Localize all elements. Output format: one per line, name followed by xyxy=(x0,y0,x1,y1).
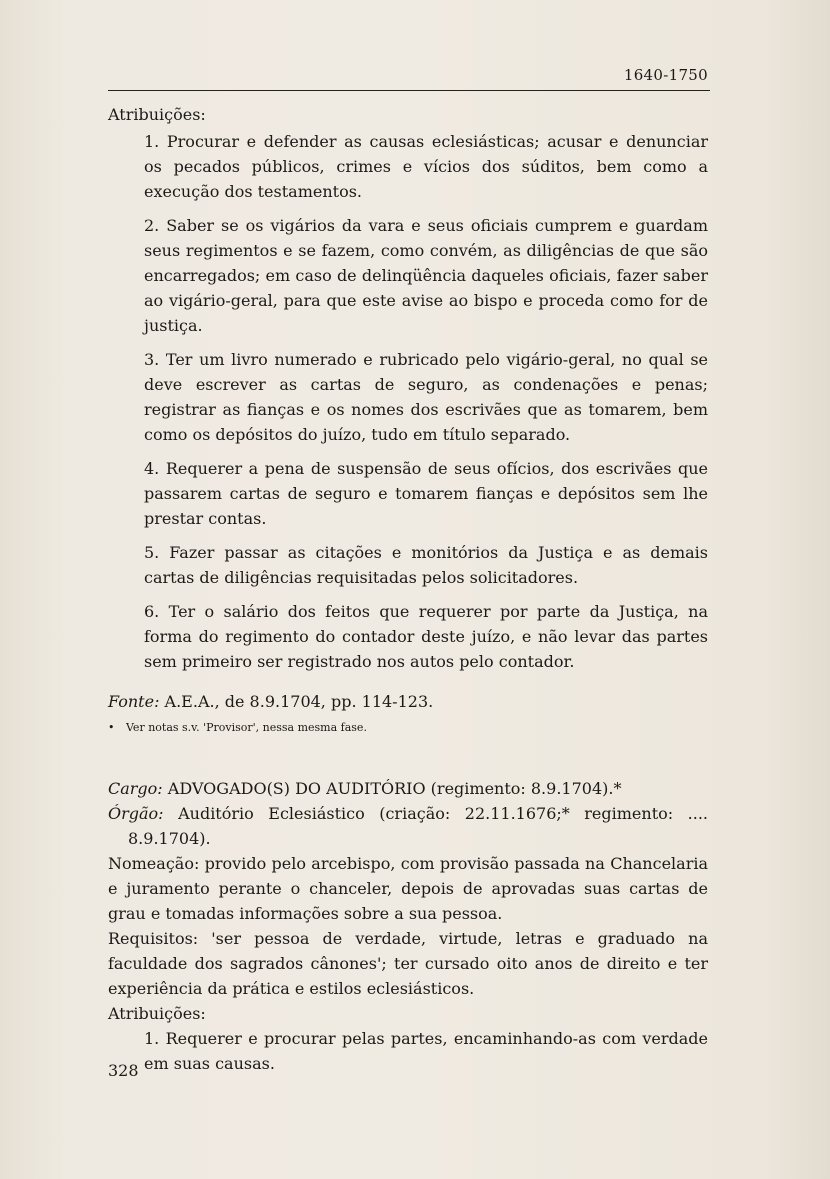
item-text: Requerer e procurar pelas partes, encaminhando-as com verdade em suas causas. xyxy=(144,1029,709,1073)
item-text: Ter o salário dos feitos que requerer por parte da Justiça, na forma do regimento do contador deste juízo, e não levar das partes sem primeiro ser registrado nos autos pelo contador. xyxy=(144,602,708,671)
list-item xyxy=(144,540,708,590)
item-number: 4. xyxy=(144,459,160,478)
list-item xyxy=(144,1026,708,1076)
nomeacao-paragraph: Nomeação: provido pelo arcebispo, com provisão passada na Chancelaria e juramento perante o chanceler, depois de aprovadas suas cartas de grau e tomadas informações sobre a sua pessoa. xyxy=(108,854,708,923)
page-number: 328 xyxy=(108,1061,139,1080)
footnote-marker: • xyxy=(108,721,115,734)
item-text: Saber se os vigários da vara e seus oficiais cumprem e guardam seus regimentos e se fazem, como convém, as diligências de que são encarregados; em caso de delinqüência daqueles oficiais, fazer saber ao vigário-geral, para que este avise ao bispo e proceda como for de justiça. xyxy=(144,216,708,335)
item-number: 5. xyxy=(144,543,160,562)
cargo-label: Cargo: xyxy=(108,779,163,798)
section-heading: Atribuições: xyxy=(108,1004,206,1023)
source-citation xyxy=(108,689,708,714)
source-text: A.E.A., de 8.9.1704, pp. 114-123. xyxy=(159,692,434,711)
item-number: 1. xyxy=(144,132,160,151)
item-text: Ter um livro numerado e rubricado pelo vigário-geral, no qual se deve escrever as cartas de seguro, as condenações e penas; registrar as fianças e os nomes dos escrivães que as tomarem, bem como os depósitos do juízo, tudo em título separado. xyxy=(144,350,708,444)
requisitos-paragraph: Requisitos: 'ser pessoa de verdade, virtude, letras e graduado na faculdade dos sagrados cânones'; ter cursado oito anos de direito e ter experiência da prática e estilos eclesiásticos. xyxy=(108,929,708,998)
source-label: Fonte: xyxy=(108,692,160,711)
footnote xyxy=(108,720,708,736)
list-item xyxy=(144,347,708,447)
page-range: 1640-1750 xyxy=(623,66,708,84)
orgao-line xyxy=(108,801,708,851)
list-item xyxy=(144,599,708,674)
item-text: Fazer passar as citações e monitórios da Justiça e as demais cartas de diligências requisitadas pelos solicitadores. xyxy=(144,543,709,587)
section-heading: Atribuições: xyxy=(108,105,206,124)
orgao-label: Órgão: xyxy=(108,804,164,823)
orgao-text: Auditório Eclesiástico (criação: 22.11.1676;* regimento: .... 8.9.1704). xyxy=(128,804,708,848)
section-atribuicoes xyxy=(108,102,708,736)
list-item xyxy=(144,129,708,204)
cargo-text: ADVOGADO(S) DO AUDITÓRIO (regimento: 8.9.1704).* xyxy=(162,779,622,798)
list-item xyxy=(144,213,708,338)
cargo-line xyxy=(108,776,708,801)
item-text: Procurar e defender as causas eclesiásticas; acusar e denunciar os pecados públicos, crimes e vícios dos súditos, bem como a execução dos testamentos. xyxy=(144,132,709,201)
item-number: 2. xyxy=(144,216,160,235)
item-number: 3. xyxy=(144,350,160,369)
footnote-text: Ver notas s.v. 'Provisor', nessa mesma fase. xyxy=(126,721,367,734)
item-number: 6. xyxy=(144,602,160,621)
section-advogado xyxy=(108,776,708,1076)
item-number: 1. xyxy=(144,1029,160,1048)
list-item xyxy=(144,456,708,531)
item-text: Requerer a pena de suspensão de seus ofícios, dos escrivães que passarem cartas de seguro e tomarem fianças e depósitos sem lhe prestar contas. xyxy=(144,459,708,528)
running-header xyxy=(108,64,710,91)
page-body xyxy=(108,102,708,1076)
